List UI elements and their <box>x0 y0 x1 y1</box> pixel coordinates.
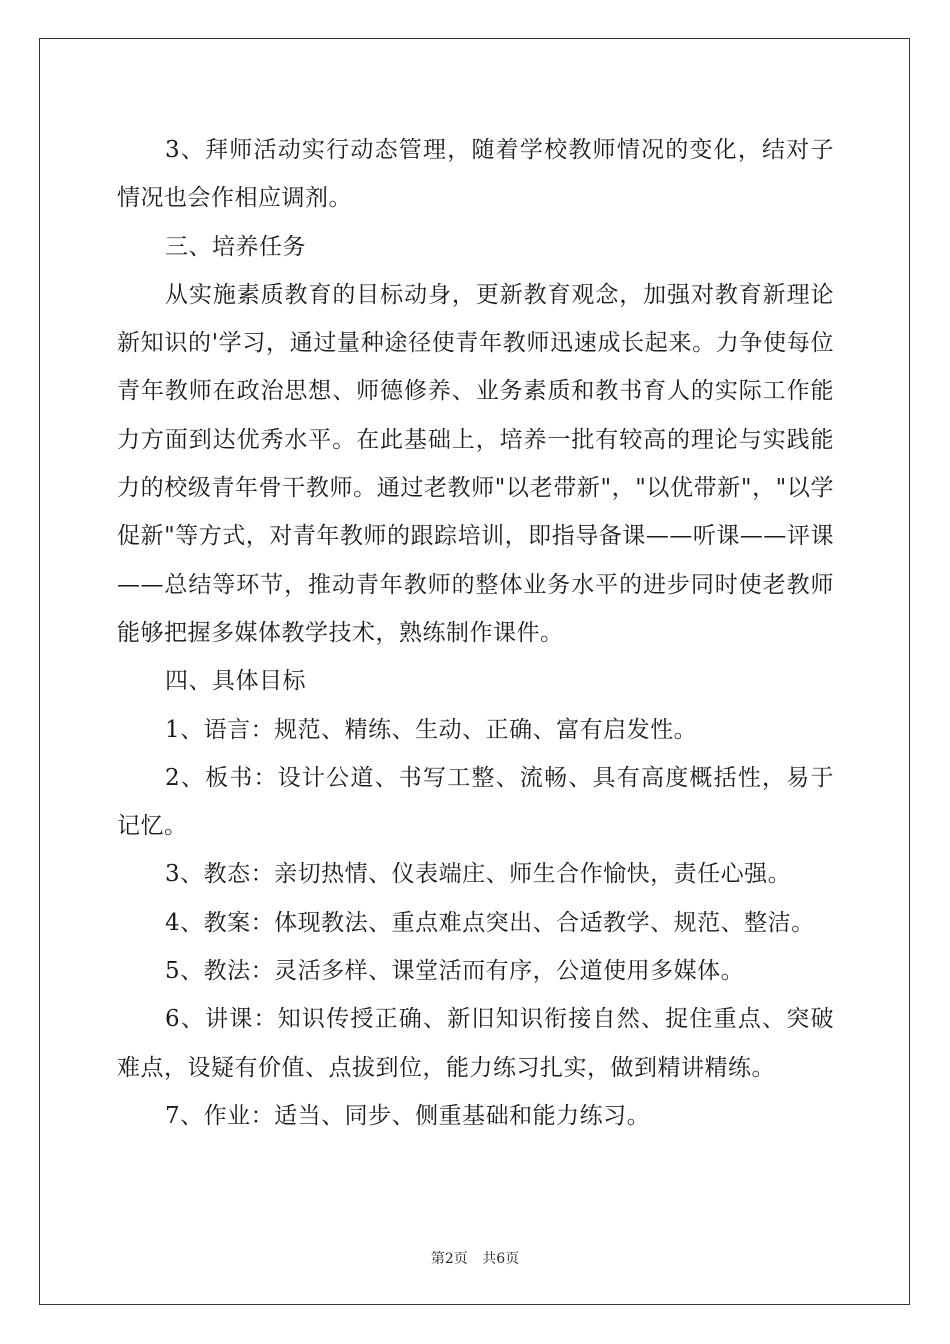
paragraph-mentor-management: 3、拜师活动实行动态管理，随着学校教师情况的变化，结对子情况也会作相应调剂。 <box>117 137 834 212</box>
goal-item-lecturing: 6、讲课：知识传授正确、新旧知识衔接自然、捉住重点、突破难点，设疑有价值、点拔到位，能力练习扎实，做到精讲精练。 <box>117 1006 834 1081</box>
goal-item-language: 1、语言：规范、精练、生动、正确、富有启发性。 <box>165 716 698 743</box>
document-body <box>117 126 834 1140</box>
goal-item-teaching-method: 5、教法：灵活多样、课堂活而有序，公道使用多媒体。 <box>165 958 745 985</box>
page-number: 第2页 <box>430 1251 468 1267</box>
page-total: 共6页 <box>482 1251 520 1267</box>
heading-training-tasks: 三、培养任务 <box>165 233 306 260</box>
goal-item-lesson-plan: 4、教案：体现教法、重点难点突出、合适教学、规范、整洁。 <box>165 909 815 936</box>
goal-item-demeanor: 3、教态：亲切热情、仪表端庄、师生合作愉快，责任心强。 <box>165 861 792 888</box>
paragraph-training-tasks: 从实施素质教育的目标动身，更新教育观念，加强对教育新理论新知识的'学习，通过量种途径使青年教师迅速成长起来。力争使每位青年教师在政治思想、师德修养、业务素质和教书育人的实际工作能力方面到达优秀水平。在此基础上，培养一批有较高的理论与实践能力的校级青年骨干教师。通过老教师"以老带新"，"以优带新"，"以学促新"等方式，对青年教师的跟踪培训，即指导备课——听课——评课——总结等环节，推动青年教师的整体业务水平的进步同时使老教师能够把握多媒体教学技术，熟练制作课件。 <box>117 281 834 646</box>
goal-item-blackboard: 2、板书：设计公道、书写工整、流畅、具有高度概括性，易于记忆。 <box>117 764 834 840</box>
page-footer <box>0 1248 950 1268</box>
heading-specific-goals: 四、具体目标 <box>165 668 306 695</box>
goal-item-homework: 7、作业：适当、同步、侧重基础和能力练习。 <box>165 1102 651 1129</box>
